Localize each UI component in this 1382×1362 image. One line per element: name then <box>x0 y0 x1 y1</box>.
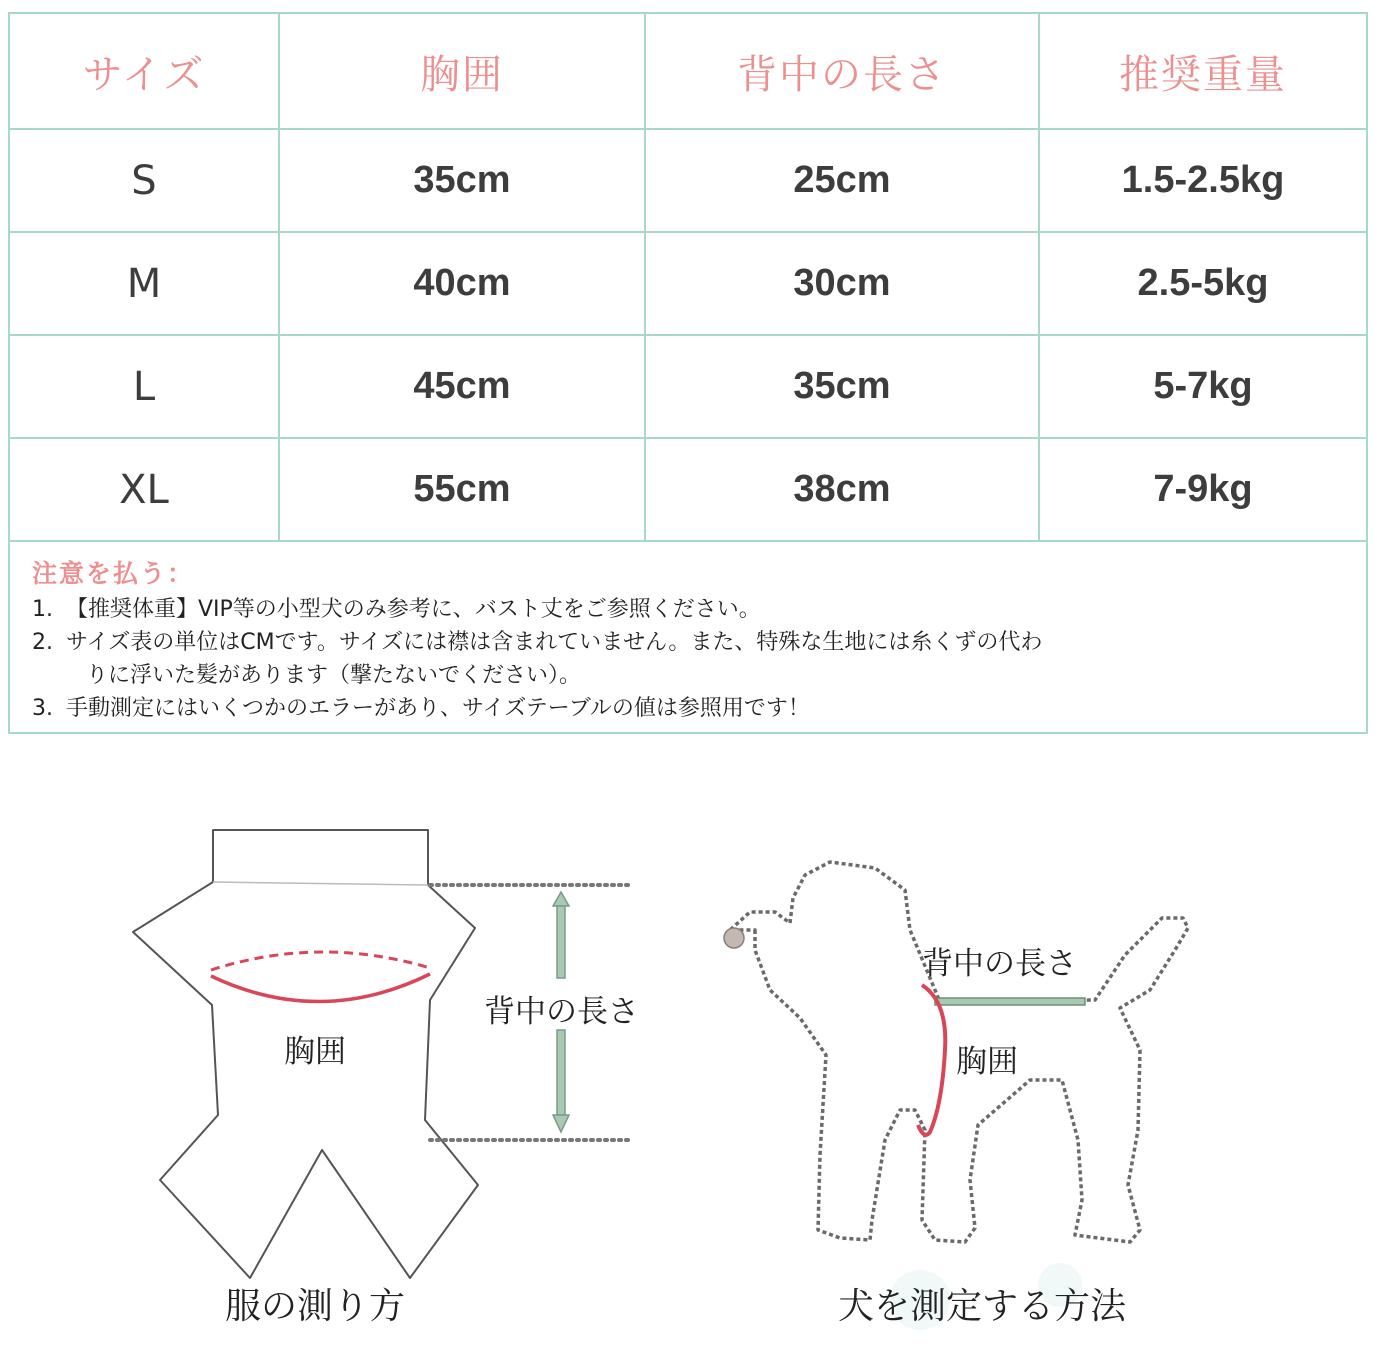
note-text: りに浮いた髪があります（撃たないでください）。 <box>86 663 582 688</box>
dog-chest-label: 胸囲 <box>956 1044 1018 1080</box>
note-text: 手動測定にはいくつかのエラーがあり、サイズテーブルの値は参照用です！ <box>66 696 810 721</box>
dog-chest-measure-curve <box>918 985 945 1135</box>
weight-cell: 2.5-5kg <box>1039 232 1367 335</box>
chest-cell: 55cm <box>279 438 645 541</box>
weight-cell: 1.5-2.5kg <box>1039 129 1367 232</box>
note-text: サイズ表の単位はCMです。サイズには襟は含まれていません。また、特殊な生地には糸くずの代わ <box>66 630 1043 655</box>
weight-cell: 7-9kg <box>1039 438 1367 541</box>
chest-cell: 40cm <box>279 232 645 335</box>
dog-caption: 犬を測定する方法 <box>838 1286 1127 1327</box>
size-cell: XL <box>9 438 279 541</box>
size-cell: S <box>9 129 279 232</box>
back-length-cell: 30cm <box>645 232 1039 335</box>
clothes-caption: 服の測り方 <box>225 1286 406 1327</box>
dog-nose-icon <box>724 928 744 948</box>
note-number: 1. <box>32 597 53 622</box>
clothes-back-length-label: 背中の長さ <box>484 994 639 1030</box>
clothes-chest-label: 胸囲 <box>284 1034 346 1070</box>
weight-cell: 5-7kg <box>1039 335 1367 438</box>
back-length-cell: 35cm <box>645 335 1039 438</box>
note-number: 2. <box>32 630 53 655</box>
table-row <box>9 335 1367 438</box>
notes-box <box>8 542 1368 734</box>
back-length-cell: 38cm <box>645 438 1039 541</box>
notes-title: 注意を払う： <box>32 559 195 588</box>
size-cell: M <box>9 232 279 335</box>
table-row <box>9 129 1367 232</box>
chest-cell: 45cm <box>279 335 645 438</box>
chest-cell: 35cm <box>279 129 645 232</box>
note-item <box>32 625 1042 656</box>
note-text: 【推奨体重】VIP等の小型犬のみ参考に、バスト丈をご参照ください。 <box>66 597 761 622</box>
note-item <box>32 691 810 722</box>
size-cell: L <box>9 335 279 438</box>
header-chest: 胸囲 <box>279 13 645 129</box>
header-back-length: 背中の長さ <box>645 13 1039 129</box>
note-number: 3. <box>32 696 53 721</box>
note-item <box>86 658 581 689</box>
size-chart-table <box>8 12 1368 542</box>
header-size: サイズ <box>9 13 279 129</box>
diagram-illustration <box>0 780 1382 1362</box>
table-header-row <box>9 13 1367 129</box>
measurement-diagram <box>0 780 1382 1362</box>
dog-back-length-label: 背中の長さ <box>922 946 1077 982</box>
dog-back-measure-bar <box>935 998 1085 1005</box>
table-row <box>9 232 1367 335</box>
back-length-cell: 25cm <box>645 129 1039 232</box>
header-recommended-weight: 推奨重量 <box>1039 13 1367 129</box>
note-item <box>32 592 761 623</box>
table-row <box>9 438 1367 541</box>
